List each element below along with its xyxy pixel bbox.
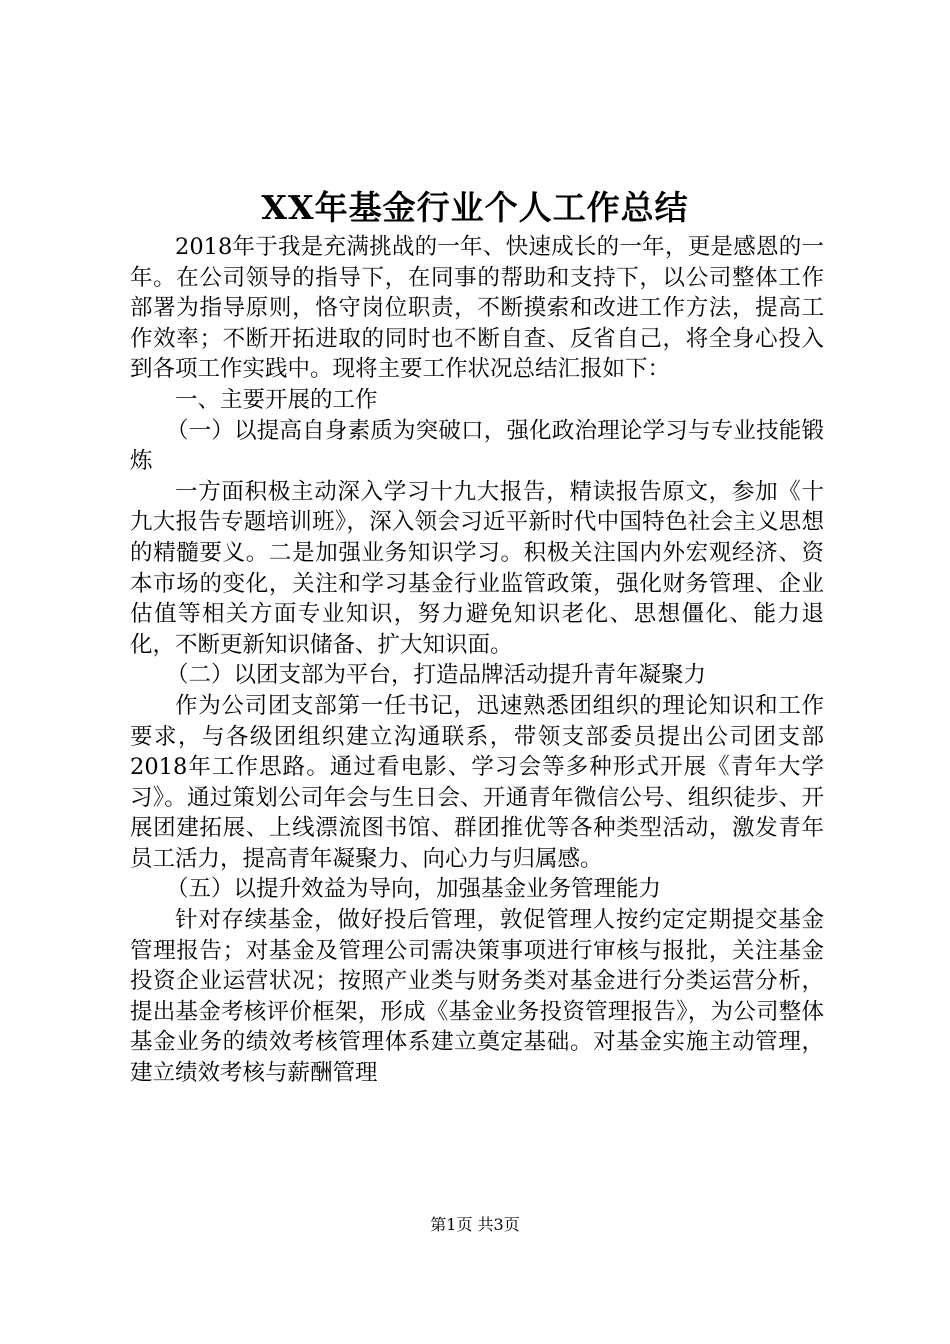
document-title: XX年基金行业个人工作总结: [261, 188, 689, 227]
paragraph-section-5: 针对存续基金，做好投后管理，敦促管理人按约定定期提交基金管理报告；对基金及管理公司需决策事项进行审核与报批，关注基金投资企业运营状况；按照产业类与财务类对基金进行分类运营分析，提出基金考核评价框架，形成《基金业务投资管理报告》，为公司整体基金业务的绩效考核管理体系建立奠定基础。对基金实施主动管理，建立绩效考核与薪酬管理: [130, 907, 824, 1087]
page-footer: 第1页 共3页: [430, 1215, 520, 1234]
heading-section-2: （二）以团支部为平台，打造品牌活动提升青年凝聚力: [166, 662, 707, 689]
heading-section-5: （五）以提升效益为导向，加强基金业务管理能力: [166, 876, 662, 903]
paragraph-section-2: 作为公司团支部第一任书记，迅速熟悉团组织的理论知识和工作要求，与各级团组织建立沟通联系，带领支部委员提出公司团支部2018年工作思路。通过看电影、学习会等多种形式开展《青年大学习》。通过策划公司年会与生日会、开通青年微信公号、组织徒步、开展团建拓展、上线漂流图书馆、群团推优等各种类型活动，激发青年员工活力，提高青年凝聚力、向心力与归属感。: [130, 692, 824, 872]
heading-section-1: （一）以提高自身素质为突破口，强化政治理论学习与专业技能锻炼: [130, 417, 824, 475]
heading-main-work: 一、主要开展的工作: [175, 386, 378, 413]
paragraph-section-1: 一方面积极主动深入学习十九大报告，精读报告原文，参加《十九大报告专题培训班》，深入领会习近平新时代中国特色社会主义思想的精髓要义。二是加强业务知识学习。积极关注国内外宏观经济、资本市场的变化，关注和学习基金行业监管政策，强化财务管理、企业估值等相关方面专业知识，努力避免知识老化、思想僵化、能力退化，不断更新知识储备、扩大知识面。: [130, 478, 824, 658]
paragraph-intro: 2018年于我是充满挑战的一年、快速成长的一年，更是感恩的一年。在公司领导的指导下，在同事的帮助和支持下，以公司整体工作部署为指导原则，恪守岗位职责，不断摸索和改进工作方法，提高工作效率；不断开拓进取的同时也不断自查、反省自己，将全身心投入到各项工作实践中。现将主要工作状况总结汇报如下：: [130, 234, 824, 383]
document-body: [130, 232, 824, 1089]
